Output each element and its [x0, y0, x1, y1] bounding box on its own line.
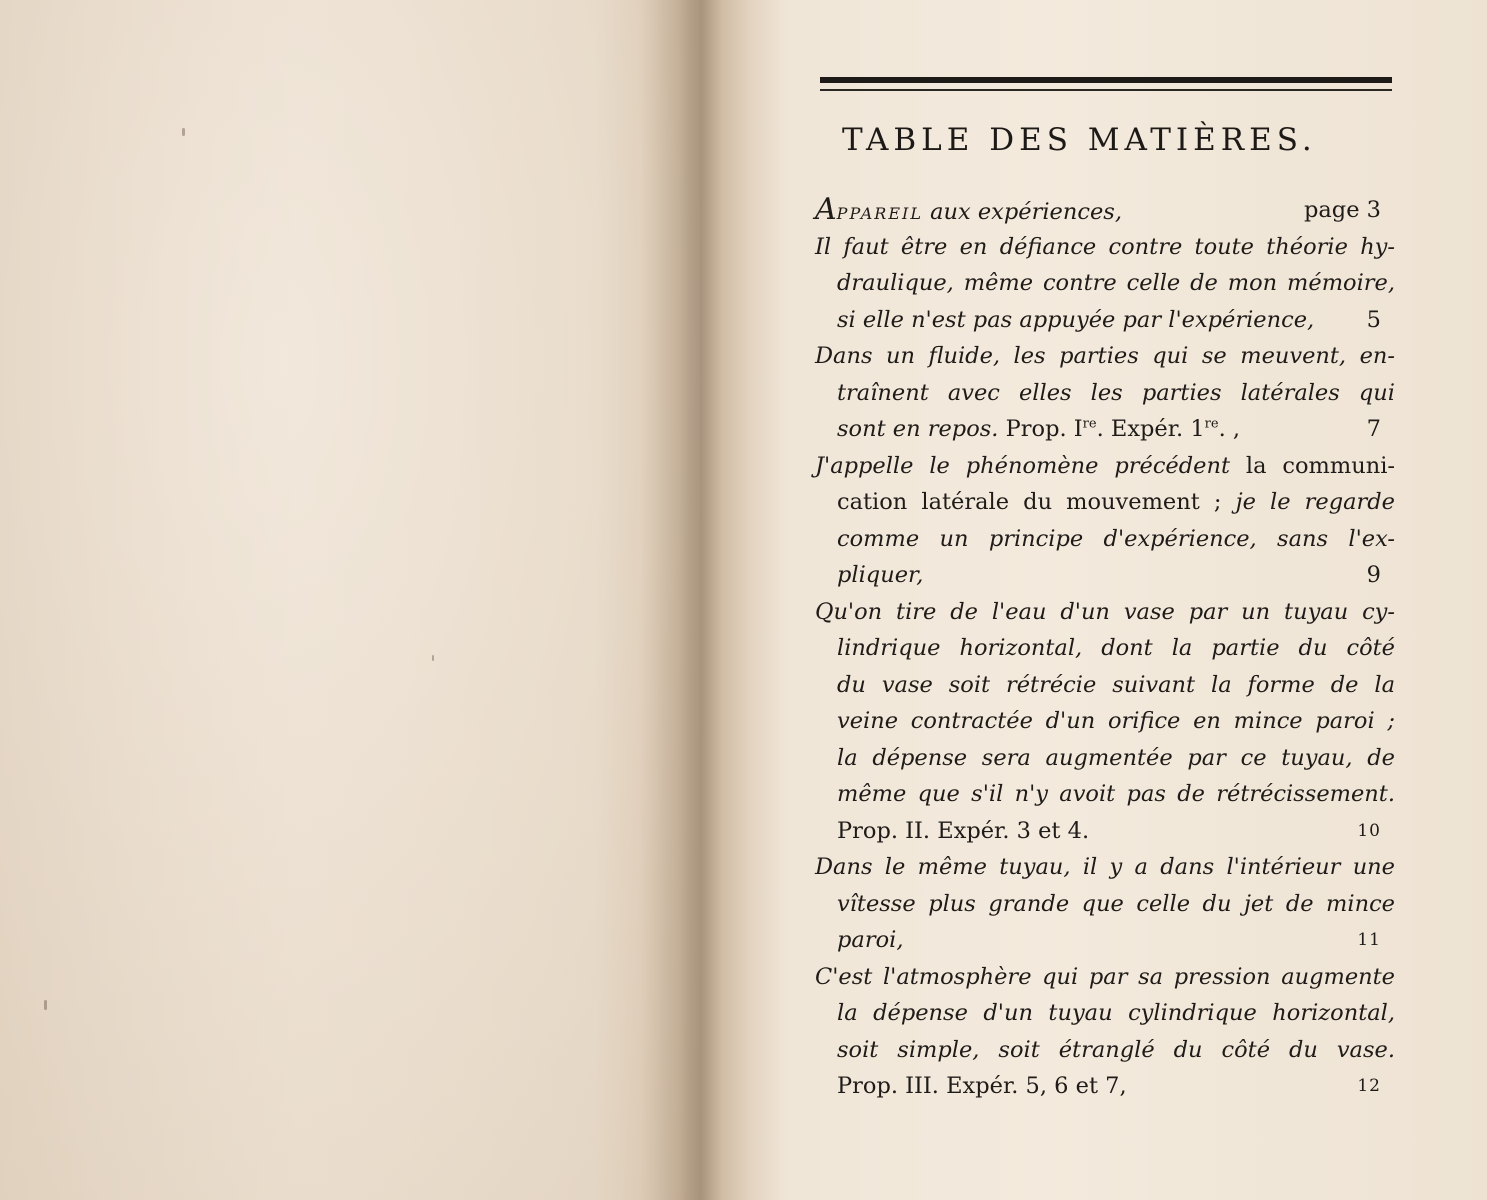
ink-speck: [182, 128, 185, 136]
right-page: [700, 0, 1487, 1200]
toc-line: [815, 813, 1395, 850]
page-number: 11: [1357, 930, 1381, 950]
drop-letter: A: [815, 192, 837, 227]
toc-line: du vase soit rétrécie suivant la forme de la: [837, 671, 1395, 698]
ink-speck: [432, 655, 434, 661]
page-number: page 3: [1303, 197, 1381, 223]
toc-text: . Expér. 1: [1096, 416, 1205, 442]
header-rule-thick: [820, 77, 1392, 83]
toc-text: je le regarde: [1235, 489, 1395, 515]
toc-line: [815, 448, 1395, 485]
toc-line: [815, 557, 1395, 594]
toc-text: aux expériences,: [930, 199, 1122, 225]
toc-line: Il faut être en défiance contre toute théorie hy-: [815, 233, 1395, 260]
toc-text: Prop. II. Expér. 3 et 4.: [837, 817, 1090, 844]
toc-text: sont en repos.: [837, 416, 999, 442]
toc-line: [815, 922, 1395, 959]
toc-text: J'appelle le phénomène précédent: [815, 452, 1230, 479]
toc-line: soit simple, soit étranglé du côté du vase.: [837, 1036, 1395, 1063]
toc-text: . ,: [1218, 416, 1241, 442]
page-title: TABLE DES MATIÈRES.: [842, 122, 1317, 158]
page-number: 10: [1357, 820, 1381, 841]
toc-line: [815, 1068, 1395, 1105]
toc-text: Prop. I: [1005, 416, 1083, 442]
superscript: re: [1082, 416, 1097, 432]
toc-text: Prop. III. Expér. 5, 6 et 7,: [837, 1073, 1127, 1099]
toc-line: veine contractée d'un orifice en mince paroi ;: [837, 708, 1395, 734]
toc-line: même que s'il n'y avoit pas de rétrécissement.: [837, 781, 1395, 807]
toc-line: traînent avec elles les parties latérales qui: [837, 379, 1395, 406]
toc-line: [815, 484, 1395, 521]
superscript: re: [1204, 416, 1219, 432]
toc-line: C'est l'atmosphère qui par sa pression augmente: [815, 963, 1395, 990]
table-of-contents: [815, 192, 1395, 1105]
toc-line: Dans un fluide, les parties qui se meuvent, en-: [815, 343, 1395, 369]
toc-line: la dépense d'un tuyau cylindrique horizontal,: [837, 1000, 1395, 1026]
toc-text: cation latérale du mouvement ;: [837, 489, 1222, 515]
header-rule-thin: [820, 89, 1392, 91]
toc-text: si elle n'est pas appuyée par l'expérience,: [837, 306, 1315, 333]
toc-text-smallcaps: PPAREIL: [836, 204, 923, 223]
page-number: 7: [1366, 416, 1381, 442]
page-number: 9: [1366, 562, 1381, 588]
toc-text: paroi,: [837, 927, 904, 953]
toc-line: [815, 411, 1395, 448]
toc-line: Dans le même tuyau, il y a dans l'intérieur une: [815, 854, 1395, 880]
page-number: 12: [1357, 1076, 1381, 1096]
toc-line: [815, 302, 1395, 339]
toc-line: Qu'on tire de l'eau d'un vase par un tuyau cy-: [815, 598, 1395, 625]
toc-text: pliquer,: [837, 562, 924, 588]
toc-text: la communi-: [1245, 452, 1395, 479]
toc-line: la dépense sera augmentée par ce tuyau, de: [837, 744, 1395, 771]
page-number: 5: [1366, 306, 1381, 333]
ink-speck: [44, 1000, 47, 1010]
toc-line: [815, 192, 1395, 229]
toc-line: vîtesse plus grande que celle du jet de mince: [837, 890, 1395, 917]
toc-line: lindrique horizontal, dont la partie du côté: [837, 635, 1395, 661]
left-page-blank: [0, 0, 700, 1200]
toc-line: draulique, même contre celle de mon mémoire,: [837, 270, 1395, 296]
toc-line: comme un principe d'expérience, sans l'ex-: [837, 525, 1395, 552]
